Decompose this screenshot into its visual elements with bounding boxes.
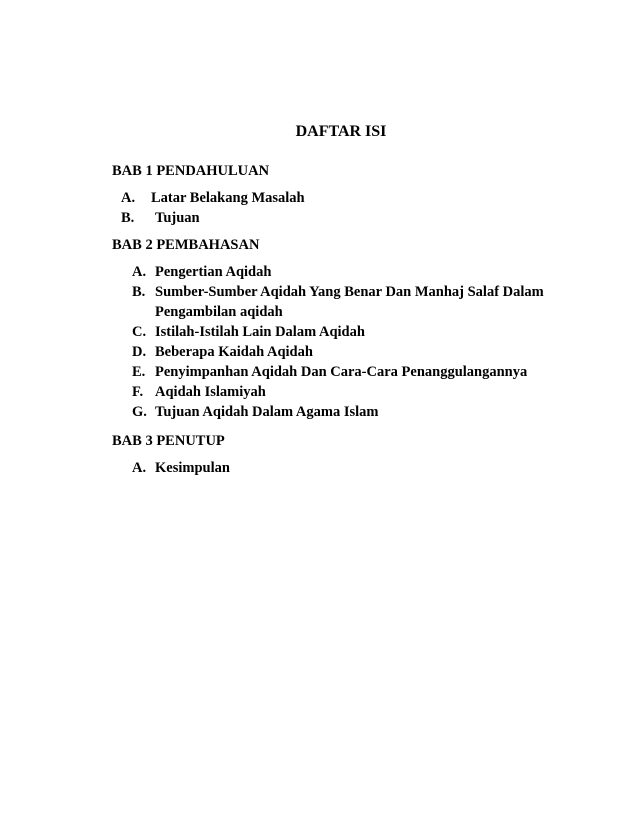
toc-item-letter: B. [132,284,146,300]
toc-item-text: Tujuan Aqidah Dalam Agama Islam [155,404,379,420]
toc-item-text: Istilah-Istilah Lain Dalam Aqidah [155,324,365,340]
toc-item-text: Aqidah Islamiyah [155,384,266,400]
toc-item-text: Latar Belakang Masalah [151,190,305,206]
toc-item-letter: C. [132,324,147,340]
toc-item-text: Beberapa Kaidah Aqidah [155,344,313,360]
toc-item-letter: D. [132,344,147,360]
toc-item-letter: A. [132,460,147,476]
toc-item-letter: A. [121,190,136,206]
toc-item-letter: F. [132,384,144,400]
toc-item-continuation-text: Pengambilan aqidah [155,304,283,320]
chapter-heading-bab-3: BAB 3 PENUTUP [112,433,225,449]
chapter-heading-bab-1: BAB 1 PENDAHULUAN [112,163,270,179]
page-title: DAFTAR ISI [295,123,387,140]
toc-item-letter: B. [121,210,135,226]
toc-item-text: Pengertian Aqidah [155,264,272,280]
toc-item-letter: A. [132,264,147,280]
chapter-heading-bab-2: BAB 2 PEMBAHASAN [112,237,260,253]
toc-item-text: Penyimpanhan Aqidah Dan Cara-Cara Penanggulangannya [155,364,528,380]
toc-item-letter: E. [132,364,146,380]
toc-item-text: Tujuan [155,210,200,226]
toc-item-text: Sumber-Sumber Aqidah Yang Benar Dan Manhaj Salaf Dalam [155,284,544,300]
toc-item-text: Kesimpulan [155,460,230,476]
toc-item-letter: G. [132,404,147,420]
